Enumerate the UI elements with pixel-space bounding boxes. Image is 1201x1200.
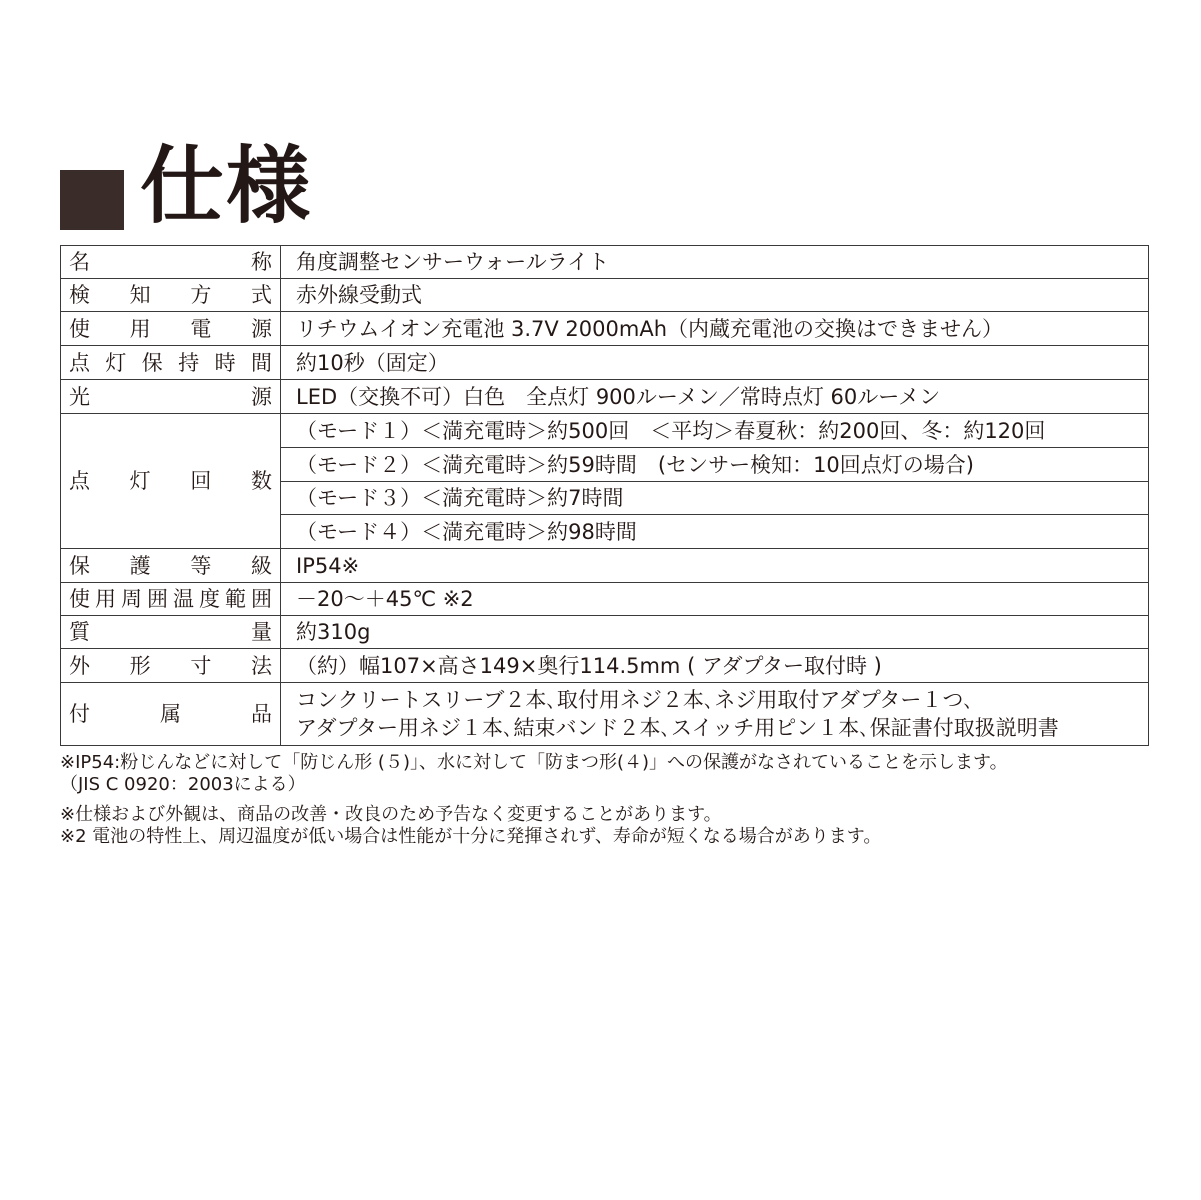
spec-label-dimensions: 外形寸法: [61, 649, 281, 683]
spec-table: [60, 245, 1149, 746]
spec-value-dimensions: （約）幅107×高さ149×奥行114.5mm ( アダプター取付時 ): [281, 649, 1149, 683]
table-row: [61, 683, 1149, 746]
footnote-change: ※仕様および外観は、商品の改善・改良のため予告なく変更することがあります。: [60, 804, 722, 825]
page-title: 仕様: [140, 137, 313, 235]
spec-value-mode-3: （モード３）＜満充電時＞約7時間: [281, 482, 1149, 515]
accessories-line-2: アダプター用ネジ１本､結束バンド２本､スイッチ用ピン１本､保証書付取扱説明書: [296, 716, 1059, 740]
spec-label-accessories: 付属品: [61, 683, 281, 746]
spec-value-temperature: －20～＋45℃ ※2: [281, 583, 1149, 616]
spec-value-mode-2: （モード２）＜満充電時＞約59時間 (センサー検知：10回点灯の場合): [281, 448, 1149, 482]
table-row: [61, 649, 1149, 683]
title-square-icon: [60, 170, 124, 230]
table-row: [61, 312, 1149, 346]
spec-value-hold-time: 約10秒（固定）: [281, 346, 1149, 380]
spec-value-protection: IP54※: [281, 549, 1149, 583]
spec-value-name: 角度調整センサーウォールライト: [281, 246, 1149, 279]
footnote-jis: （JIS C 0920：2003による）: [60, 774, 306, 795]
spec-value-accessories: [281, 683, 1149, 746]
table-row: [61, 414, 1149, 448]
footnotes: [60, 752, 1190, 848]
spec-label-hold-time: 点灯保持時間: [61, 346, 281, 380]
accessories-line-1: コンクリートスリーブ２本､取付用ネジ２本､ネジ用取付アダプター１つ､: [296, 688, 974, 712]
table-row: [61, 549, 1149, 583]
spec-value-detection: 赤外線受動式: [281, 279, 1149, 312]
table-row: [61, 246, 1149, 279]
footnote-ip54: ※IP54:粉じんなどに対して「防じん形 (５)」、水に対して「防まつ形(４)」への保護がなされていることを示します。: [60, 752, 1008, 773]
table-row: [61, 583, 1149, 616]
table-row: [61, 279, 1149, 312]
spec-value-mode-4: （モード４）＜満充電時＞約98時間: [281, 515, 1149, 549]
spec-value-light-source: LED（交換不可）白色 全点灯 900ルーメン／常時点灯 60ルーメン: [281, 380, 1149, 414]
spec-label-temperature: 使用周囲温度範囲: [61, 583, 281, 616]
spec-value-power: リチウムイオン充電池 3.7V 2000mAh（内蔵充電池の交換はできません）: [281, 312, 1149, 346]
spec-label-detection: 検知方式: [61, 279, 281, 312]
footnote-battery: ※2 電池の特性上、周辺温度が低い場合は性能が十分に発揮されず、寿命が短くなる場合があります。: [60, 826, 882, 847]
spec-value-mode-1: （モード１）＜満充電時＞約500回 ＜平均＞春夏秋：約200回、冬：約120回: [281, 414, 1149, 448]
spec-label-name: 名称: [61, 246, 281, 279]
spec-label-power: 使用電源: [61, 312, 281, 346]
table-row: [61, 346, 1149, 380]
spec-label-weight: 質量: [61, 616, 281, 649]
spec-label-protection: 保護等級: [61, 549, 281, 583]
table-row: [61, 380, 1149, 414]
spec-value-weight: 約310g: [281, 616, 1149, 649]
spec-label-lighting-count: 点灯回数: [61, 414, 281, 549]
spec-label-light-source: 光源: [61, 380, 281, 414]
table-row: [61, 616, 1149, 649]
